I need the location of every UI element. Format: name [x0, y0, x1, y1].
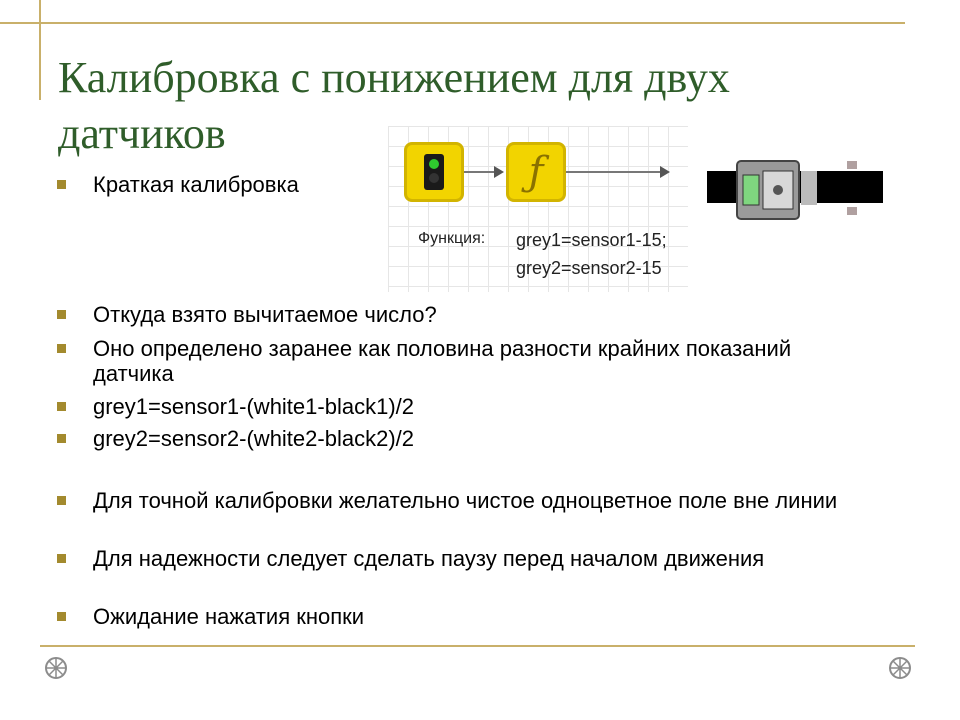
ornament-icon [44, 656, 68, 680]
bullet-text: Для точной калибровки желательно чистое одноцветное поле вне линии [93, 488, 838, 513]
bullet-marker-icon [57, 554, 66, 563]
bullet-text: grey2=sensor2-(white2-black2)/2 [93, 426, 414, 451]
bullet-marker-icon [57, 496, 66, 505]
slide-title: Калибровка с понижением для двух датчиков [58, 53, 730, 158]
function-label: Функция: [418, 230, 486, 247]
frame-top-line [0, 22, 905, 24]
code-line-1: grey1=sensor1-15; [516, 230, 667, 250]
function-icon: ƒ [528, 149, 544, 195]
frame-left-line [39, 0, 41, 100]
bullet-marker-icon [57, 402, 66, 411]
bullet-text: Оно определено заранее как половина разности крайних показаний датчика [93, 336, 792, 386]
bullet-marker-icon [57, 310, 66, 319]
code-line-2: grey2=sensor2-15 [516, 258, 662, 278]
bullet-marker-icon [57, 180, 66, 189]
bullet-text: Для надежности следует сделать паузу перед началом движения [93, 546, 765, 571]
ornament-icon [888, 656, 912, 680]
frame-bottom-line [40, 645, 915, 647]
bullet-text: Ожидание нажатия кнопки [93, 604, 365, 629]
function-code [516, 226, 667, 282]
bullet-text: grey1=sensor1-(white1-black1)/2 [93, 394, 414, 419]
bullet-marker-icon [57, 344, 66, 353]
bullet-text: Откуда взято вычитаемое число? [93, 302, 437, 327]
bullet-marker-icon [57, 434, 66, 443]
diagram [388, 126, 688, 292]
bullet-marker-icon [57, 612, 66, 621]
bullet-text: Краткая калибровка [93, 172, 299, 197]
